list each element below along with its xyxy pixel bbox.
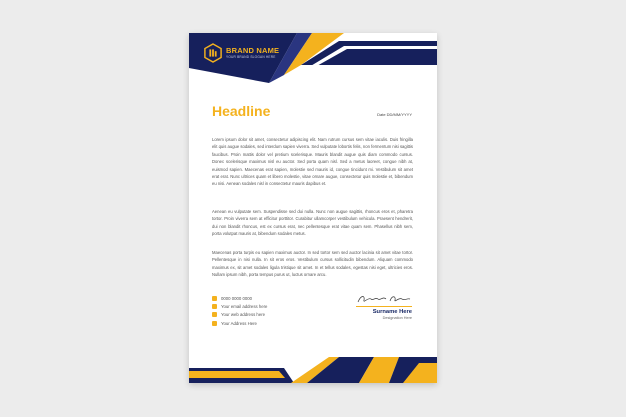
brand-logo: [204, 43, 279, 63]
contact-web: [212, 311, 267, 319]
date-field: Date DD/MM/YYYY: [377, 112, 412, 117]
phone-icon: [212, 296, 217, 301]
signature-script: [356, 293, 412, 305]
location-icon: [212, 321, 217, 326]
contact-email: [212, 302, 267, 310]
headline: Headline: [212, 103, 271, 119]
contact-web-text: Your web address here: [221, 312, 266, 318]
hexagon-logo-icon: [204, 43, 222, 63]
signature-name: Surname Here: [372, 308, 412, 315]
contact-address: [212, 319, 267, 327]
contact-address-text: Your Address Here: [221, 320, 257, 326]
footer-banner: [189, 353, 437, 383]
letterhead-sheet: [189, 33, 437, 383]
signature-title: Designation Here: [382, 315, 412, 320]
brand-tagline: YOUR BRAND SLOGAN HERE: [226, 55, 276, 59]
signature-block: [356, 293, 412, 321]
brand-name: BRAND NAME: [226, 46, 280, 55]
email-icon: [212, 304, 217, 309]
body-paragraph-3: Maecenas porta turpis eu sapien maximus auctor. In sed tortor sem sed auctor lacinia sit amet vitae tortor. Pellentesque in nisi nulla. In sit eros eros. Vestibulum cursus sollicitudin bibendum. Aliquam commodo maximus ex, sit amet sodales ligula tristique sit amet. In et tellus sodales, egestas nisi eget, ultricies eros. Nullam ipsum nibh, porta tempus purus ut, luctus ornare arcu.: [212, 250, 413, 278]
contact-phone: [212, 294, 267, 302]
contact-email-text: Your email address here: [221, 304, 268, 310]
contact-phone-text: 0000 0000 0000: [221, 295, 253, 301]
body-paragraph-1: Lorem ipsum dolor sit amet, consectetur adipiscing elit. Nam rutrum cursus sem vitae iaculis. Duis fringilla elit quis augue sodales, sed interdum sapien viverra. Sed vulputate lobortis felis, non fermentum nisi sagittis faucibus. Proin mattis dolor vel pretium scelerisque. Mauris blandit augue quis diam commodo cursus. Donec scelerisque maximus nisl eu auctor. Sed porta quam nisl. Sed a metus laoreet, congue nibh at, euismod sapien. Maecenas erat sapien, molestie sed mauris id, congue tincidunt mi. Vestibulum sit amet erat erat. Nunc ultrices quam et libero molestie, vitae ornare augue, consectetur quis molestie et, bibendum eu nisi. Aenean sodales nisl in consectetur mauris dapibus et.: [212, 137, 413, 187]
contact-list: [212, 294, 267, 328]
signature-line: [356, 306, 412, 307]
body-paragraph-2: Aenean eu vulputate sem. Suspendisse sed dui nulla. Nunc non augue sagittis, rhoncus eros et, pharetra tortor. Proin viverra sem at efficitur porttitor. Curabitur ullamcorper vestibulum vehicula. Praesent hendrerit, dui non blandit rhoncus, est ex cursus erat, nec pellentesque erat vitae quam sem. Phasellus nibh sem, porta volutpat mauris at, bibendum sodales metus.: [212, 209, 413, 237]
web-icon: [212, 312, 217, 317]
